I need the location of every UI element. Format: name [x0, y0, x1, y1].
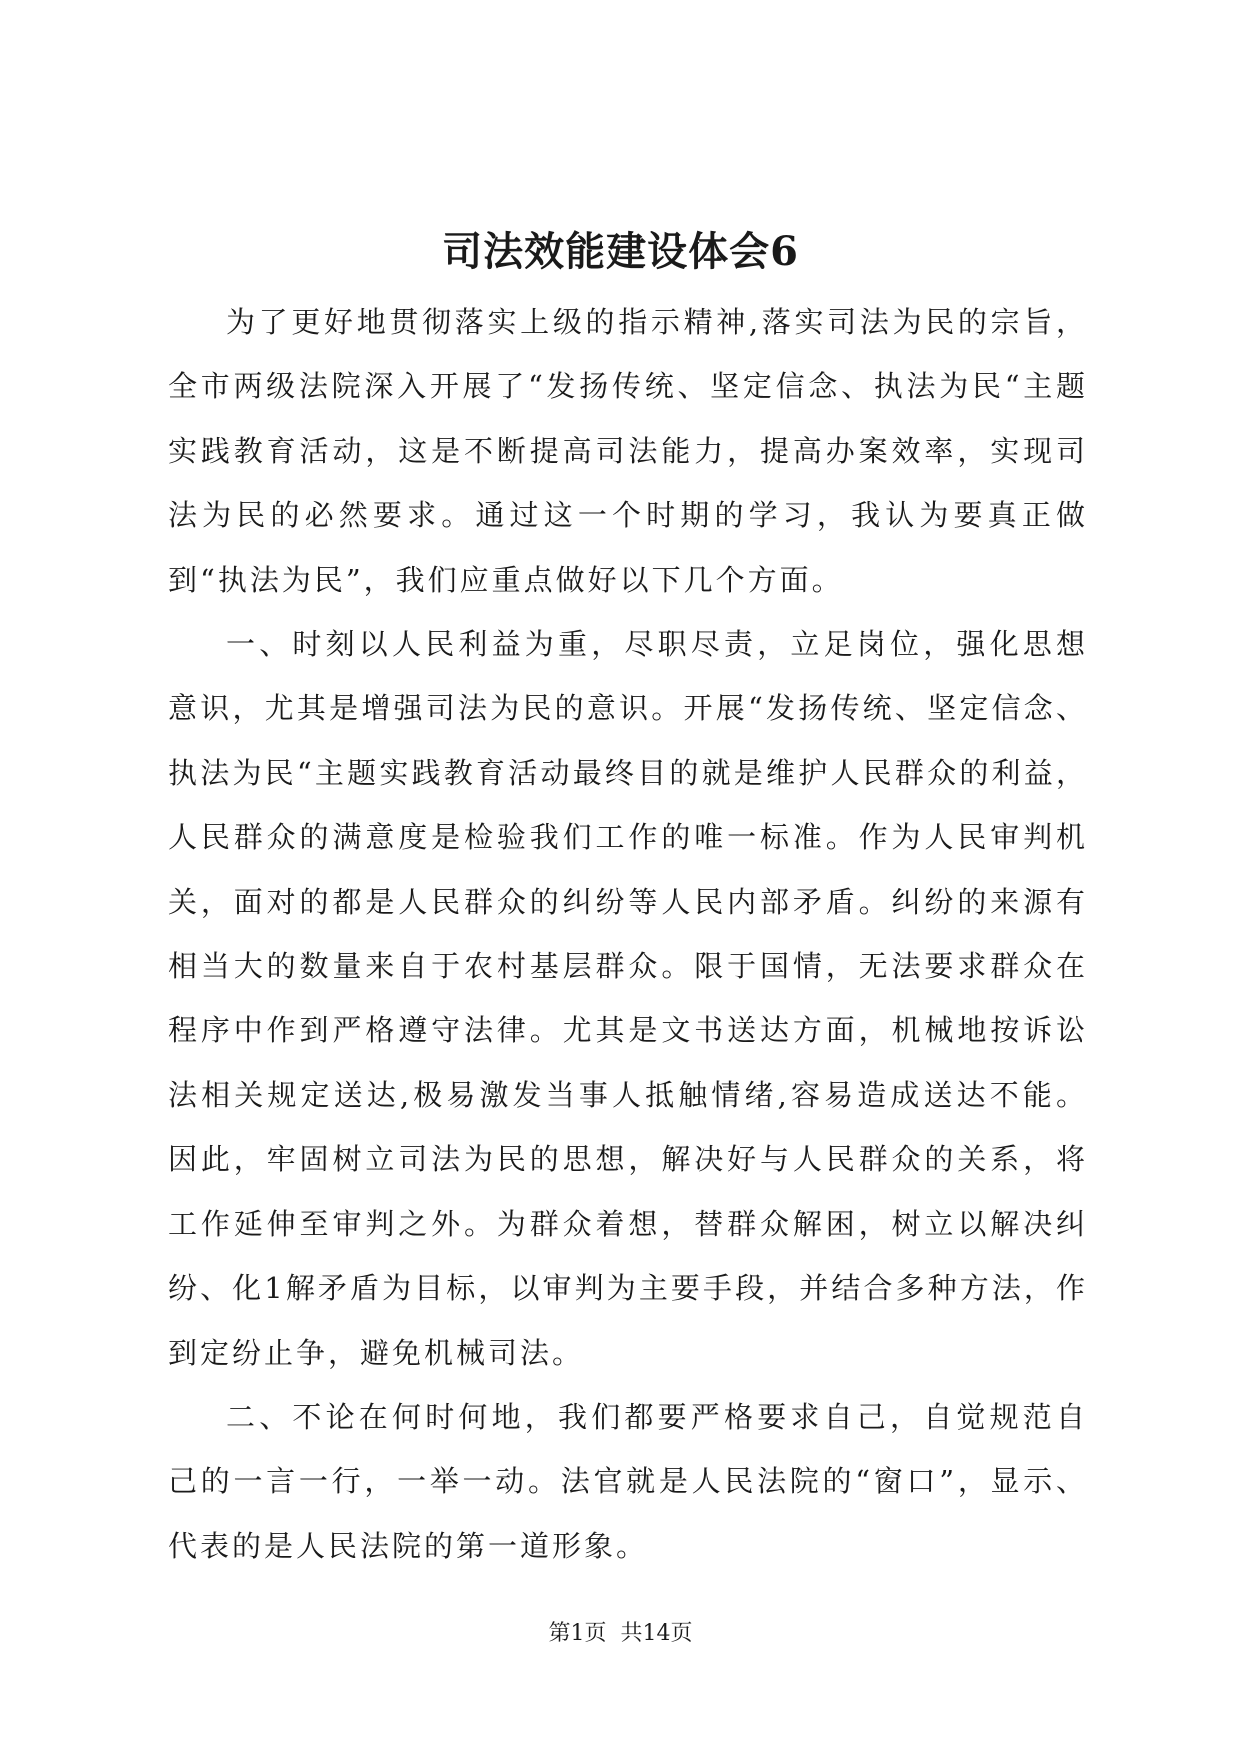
document-body [168, 290, 1088, 1578]
paragraph-intro: 为了更好地贯彻落实上级的指示精神,落实司法为民的宗旨，全市两级法院深入开展了“发扬传统、坚定信念、执法为民“主题实践教育活动，这是不断提高司法能力，提高办案效率，实现司法为民的必然要求。通过这一个时期的学习，我认为要真正做到“执法为民”，我们应重点做好以下几个方面。 [168, 305, 1088, 597]
paragraph-point-two: 二、不论在何时何地，我们都要严格要求自己，自觉规范自己的一言一行，一举一动。法官就是人民法院的“窗口”，显示、代表的是人民法院的第一道形象。 [168, 1399, 1088, 1563]
page-footer [0, 1620, 1241, 1648]
page-total: 共14页 [620, 1621, 693, 1646]
document-title: 司法效能建设体会6 [442, 228, 799, 275]
page-number: 第1页 [548, 1621, 607, 1646]
paragraph-point-one: 一、时刻以人民利益为重，尽职尽责，立足岗位，强化思想意识，尤其是增强司法为民的意识。开展“发扬传统、坚定信念、执法为民“主题实践教育活动最终目的就是维护人民群众的利益，人民群众的满意度是检验我们工作的唯一标准。作为人民审判机关，面对的都是人民群众的纠纷等人民内部矛盾。纠纷的来源有相当大的数量来自于农村基层群众。限于国情，无法要求群众在程序中作到严格遵守法律。尤其是文书送达方面，机械地按诉讼法相关规定送达,极易激发当事人抵触情绪,容易造成送达不能。因此，牢固树立司法为民的思想，解决好与人民群众的关系，将工作延伸至审判之外。为群众着想，替群众解困，树立以解决纠纷、化1解矛盾为目标，以审判为主要手段，并结合多种方法，作到定纷止争，避免机械司法。 [168, 627, 1088, 1370]
